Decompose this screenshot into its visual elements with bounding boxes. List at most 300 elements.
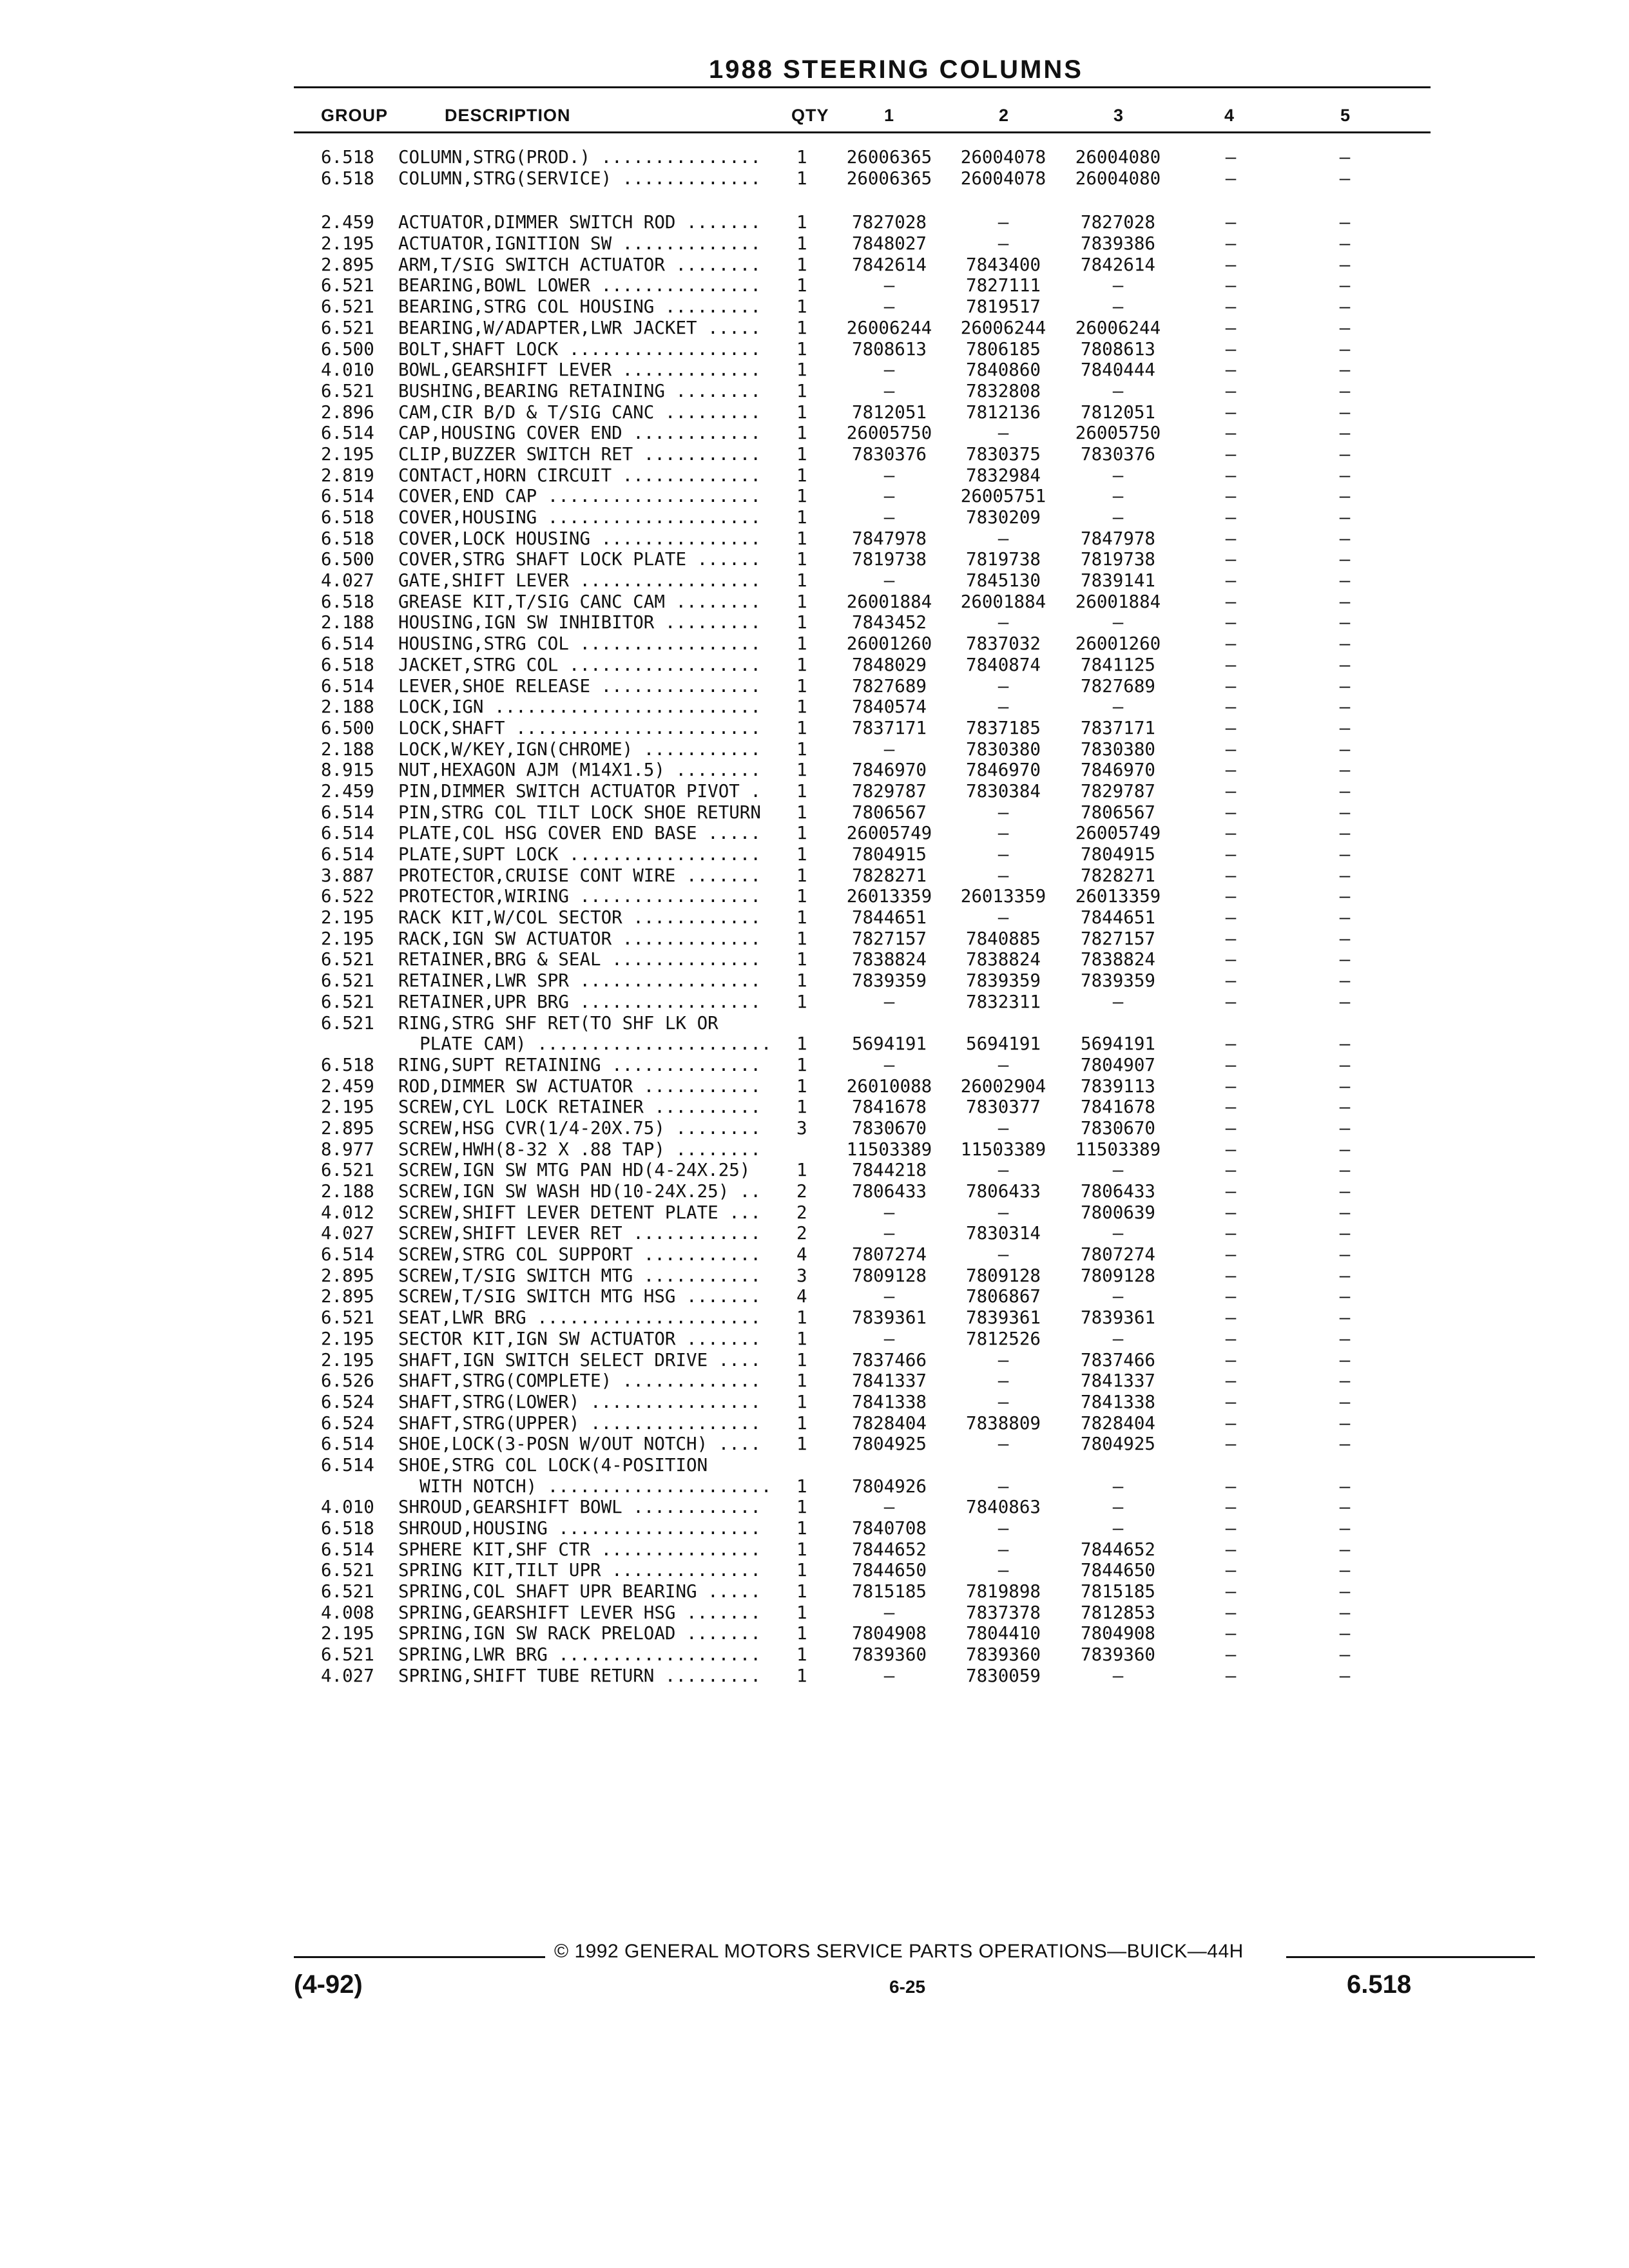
col-3-cell: — (1112, 1160, 1124, 1181)
col-1-cell: — (883, 296, 895, 318)
description-cell: ACTUATOR,DIMMER SWITCH ROD ....... (398, 212, 761, 233)
col-1-cell: 7829787 (852, 780, 927, 802)
group-cell: 2.195 (321, 1623, 374, 1644)
table-row (0, 1307, 1629, 1329)
table-row (0, 339, 1629, 360)
col-1-cell: 7806433 (852, 1181, 927, 1202)
col-5-cell: — (1339, 317, 1351, 338)
group-cell: 6.521 (321, 1012, 374, 1033)
col-4-cell: — (1225, 738, 1237, 760)
col-2-cell: — (998, 697, 1009, 718)
col-4-cell: — (1225, 549, 1237, 570)
col-5-cell: — (1339, 570, 1351, 591)
col-5-cell: — (1339, 275, 1351, 296)
title-rule (294, 86, 1431, 88)
col-4-cell: — (1225, 1581, 1237, 1602)
group-cell: 6.526 (321, 1370, 374, 1392)
col-1-cell: 26001260 (846, 633, 932, 655)
description-cell: COVER,STRG SHAFT LOCK PLATE ...... (398, 549, 761, 570)
col-3-cell: 7837466 (1081, 1349, 1155, 1370)
table-row (0, 507, 1629, 528)
qty-cell: 1 (796, 1434, 807, 1455)
qty-cell: 1 (796, 1581, 807, 1602)
qty-cell: 1 (796, 654, 807, 675)
col-5-cell: — (1339, 654, 1351, 675)
description-cell: SPRING,GEARSHIFT LEVER HSG ....... (398, 1602, 761, 1623)
col-2-cell: — (998, 865, 1009, 886)
group-cell: 6.514 (321, 844, 374, 865)
group-cell: 6.521 (321, 949, 374, 970)
col-5-cell: — (1339, 823, 1351, 844)
qty-cell: 1 (796, 549, 807, 570)
col-3-cell: 26004080 (1075, 147, 1161, 168)
description-cell: SCREW,IGN SW WASH HD(10-24X.25) .. (398, 1181, 761, 1202)
col-2-cell: — (998, 1518, 1009, 1539)
col-1-cell: 7843452 (852, 612, 927, 633)
table-row (0, 1539, 1629, 1561)
description-cell: SECTOR KIT,IGN SW ACTUATOR ....... (398, 1328, 761, 1349)
col-4-cell: — (1225, 570, 1237, 591)
col-3-cell: 7806567 (1081, 802, 1155, 823)
header-col-2: 2 (999, 106, 1010, 125)
group-cell: 2.895 (321, 1265, 374, 1286)
col-4-cell: — (1225, 865, 1237, 886)
col-5-cell: — (1339, 1307, 1351, 1329)
col-4-cell: — (1225, 1518, 1237, 1539)
col-3-cell: 7847978 (1081, 528, 1155, 549)
col-4-cell: — (1225, 1286, 1237, 1307)
col-2-cell: — (998, 1475, 1009, 1497)
col-5-cell: — (1339, 1117, 1351, 1139)
group-cell: 2.459 (321, 780, 374, 802)
col-4-cell: — (1225, 844, 1237, 865)
col-4-cell: — (1225, 254, 1237, 275)
description-cell: LOCK,W/KEY,IGN(CHROME) ........... (398, 738, 761, 760)
col-1-cell: 7828271 (852, 865, 927, 886)
qty-cell: 2 (796, 1181, 807, 1202)
description-cell: BEARING,STRG COL HOUSING ......... (398, 296, 761, 318)
col-4-cell: — (1225, 717, 1237, 738)
col-1-cell: — (883, 1054, 895, 1075)
col-5-cell: — (1339, 507, 1351, 528)
col-1-cell: 7827028 (852, 212, 927, 233)
col-5-cell: — (1339, 1202, 1351, 1223)
col-4-cell: — (1225, 886, 1237, 907)
qty-cell: 1 (796, 1370, 807, 1392)
col-2-cell: 7819517 (966, 296, 1041, 318)
col-4-cell: — (1225, 1434, 1237, 1455)
col-1-cell: 7819738 (852, 549, 927, 570)
col-1-cell: 26001884 (846, 591, 932, 612)
table-row (0, 402, 1629, 423)
description-cell: SCREW,HWH(8-32 X .88 TAP) ........ (398, 1139, 761, 1160)
group-cell: 6.521 (321, 296, 374, 318)
col-2-cell: 7827111 (966, 275, 1041, 296)
col-5-cell: — (1339, 1665, 1351, 1686)
header-rule (294, 131, 1431, 133)
col-3-cell: — (1112, 296, 1124, 318)
table-row (0, 970, 1629, 992)
col-2-cell: 7806433 (966, 1181, 1041, 1202)
table-row (0, 697, 1629, 718)
header-qty: QTY (791, 106, 829, 125)
col-3-cell: 7840444 (1081, 360, 1155, 381)
description-cell: CAM,CIR B/D & T/SIG CANC ......... (398, 401, 761, 423)
group-cell: 2.895 (321, 1286, 374, 1307)
table-row (0, 1392, 1629, 1413)
group-cell: 4.010 (321, 360, 374, 381)
description-cell: SCREW,T/SIG SWITCH MTG ........... (398, 1265, 761, 1286)
col-4-cell: — (1225, 1644, 1237, 1666)
group-cell: 6.521 (321, 991, 374, 1012)
qty-cell: 1 (796, 1560, 807, 1581)
col-4-cell: — (1225, 1117, 1237, 1139)
header-col-1: 1 (884, 106, 895, 125)
description-cell: SHROUD,GEARSHIFT BOWL ............ (398, 1497, 761, 1518)
col-1-cell: 7837466 (852, 1349, 927, 1370)
col-3-cell: — (1112, 465, 1124, 486)
col-3-cell: 7839361 (1081, 1307, 1155, 1329)
col-3-cell: — (1112, 1518, 1124, 1539)
col-1-cell: — (883, 486, 895, 507)
col-1-cell: 7827157 (852, 928, 927, 949)
qty-cell: 1 (796, 633, 807, 655)
col-2-cell: 7832984 (966, 465, 1041, 486)
qty-cell: 1 (796, 844, 807, 865)
col-5-cell: — (1339, 380, 1351, 401)
col-5-cell: — (1339, 528, 1351, 549)
col-5-cell: — (1339, 1054, 1351, 1075)
table-row (0, 655, 1629, 676)
col-3-cell: 7839386 (1081, 233, 1155, 255)
col-3-cell: 7804915 (1081, 844, 1155, 865)
col-3-cell: 7844650 (1081, 1560, 1155, 1581)
table-row (0, 1497, 1629, 1518)
description-cell: PLATE,COL HSG COVER END BASE ..... (398, 823, 761, 844)
col-3-cell: 26006244 (1075, 317, 1161, 338)
col-3-cell: 7804925 (1081, 1434, 1155, 1455)
description-cell: PIN,STRG COL TILT LOCK SHOE RETURN (398, 802, 761, 823)
table-row (0, 760, 1629, 781)
col-2-cell: 7804410 (966, 1623, 1041, 1644)
col-4-cell: — (1225, 1265, 1237, 1286)
col-4-cell: — (1225, 1223, 1237, 1244)
col-5-cell: — (1339, 928, 1351, 949)
qty-cell: 1 (796, 1097, 807, 1118)
col-5-cell: — (1339, 591, 1351, 612)
table-row (0, 1076, 1629, 1097)
col-2-cell: 7840860 (966, 360, 1041, 381)
description-cell: BEARING,W/ADAPTER,LWR JACKET ..... (398, 317, 761, 338)
description-cell: BOWL,GEARSHIFT LEVER ............. (398, 360, 761, 381)
description-cell: RACK,IGN SW ACTUATOR ............. (398, 928, 761, 949)
table-row (0, 233, 1629, 255)
qty-cell: 1 (796, 865, 807, 886)
qty-cell: 1 (796, 1307, 807, 1329)
group-cell: 6.521 (321, 1581, 374, 1602)
col-1-cell: 7844651 (852, 907, 927, 928)
col-4-cell: — (1225, 1602, 1237, 1623)
col-4-cell: — (1225, 802, 1237, 823)
col-2-cell: 7819738 (966, 549, 1041, 570)
group-cell: 2.188 (321, 697, 374, 718)
group-cell: 6.514 (321, 1244, 374, 1265)
col-3-cell: 26005750 (1075, 423, 1161, 444)
col-2-cell: 7839359 (966, 970, 1041, 992)
col-5-cell: — (1339, 802, 1351, 823)
group-cell: 6.524 (321, 1412, 374, 1434)
col-3-cell: 7841125 (1081, 654, 1155, 675)
col-3-cell: 7812853 (1081, 1602, 1155, 1623)
col-4-cell: — (1225, 317, 1237, 338)
col-1-cell: 7841678 (852, 1097, 927, 1118)
table-row (0, 865, 1629, 887)
col-2-cell: 7830059 (966, 1665, 1041, 1686)
qty-cell: 1 (796, 1497, 807, 1518)
group-cell: 6.514 (321, 823, 374, 844)
footer-rule-right (1286, 1956, 1535, 1958)
col-5-cell: — (1339, 1644, 1351, 1666)
col-4-cell: — (1225, 675, 1237, 697)
col-5-cell: — (1339, 212, 1351, 233)
col-5-cell: — (1339, 1097, 1351, 1118)
description-cell: LEVER,SHOE RELEASE ............... (398, 675, 761, 697)
table-row (0, 781, 1629, 802)
col-1-cell: 26006244 (846, 317, 932, 338)
col-1-cell: 7846970 (852, 760, 927, 781)
col-1-cell: — (883, 465, 895, 486)
table-row (0, 1413, 1629, 1434)
row-spacer (0, 189, 1629, 212)
table-row (0, 1013, 1629, 1034)
group-cell: 6.514 (321, 1454, 374, 1475)
col-2-cell: 26013359 (960, 886, 1046, 907)
table-row (0, 992, 1629, 1013)
col-1-cell: — (883, 1286, 895, 1307)
qty-cell: 1 (796, 528, 807, 549)
table-row (0, 676, 1629, 697)
group-cell: 2.896 (321, 401, 374, 423)
col-5-cell: — (1339, 296, 1351, 318)
col-2-cell: — (998, 1349, 1009, 1370)
col-3-cell: 7830376 (1081, 443, 1155, 465)
table-row (0, 1644, 1629, 1666)
col-2-cell: 26002904 (960, 1075, 1046, 1097)
group-cell: 2.188 (321, 738, 374, 760)
col-4-cell: — (1225, 233, 1237, 255)
group-cell: 6.500 (321, 338, 374, 360)
col-5-cell: — (1339, 760, 1351, 781)
description-cell: SHAFT,STRG(UPPER) ................ (398, 1412, 761, 1434)
group-cell: 8.977 (321, 1139, 374, 1160)
col-3-cell: 7809128 (1081, 1265, 1155, 1286)
description-cell: BOLT,SHAFT LOCK .................. (398, 338, 761, 360)
col-1-cell: — (883, 570, 895, 591)
col-2-cell: 5694191 (966, 1033, 1041, 1055)
col-3-cell: 7839360 (1081, 1644, 1155, 1666)
group-cell: 6.518 (321, 168, 374, 189)
group-cell: 6.500 (321, 717, 374, 738)
qty-cell: 1 (796, 675, 807, 697)
col-3-cell: 7837171 (1081, 717, 1155, 738)
col-5-cell: — (1339, 465, 1351, 486)
col-1-cell: 7839361 (852, 1307, 927, 1329)
table-row (0, 823, 1629, 844)
col-4-cell: — (1225, 633, 1237, 655)
col-5-cell: — (1339, 738, 1351, 760)
col-4-cell: — (1225, 907, 1237, 928)
table-row (0, 844, 1629, 865)
description-cell: RING,STRG SHF RET(TO SHF LK OR (398, 1012, 718, 1033)
col-5-cell: — (1339, 970, 1351, 992)
group-cell: 6.521 (321, 317, 374, 338)
col-3-cell: 7844651 (1081, 907, 1155, 928)
group-cell: 6.518 (321, 654, 374, 675)
description-cell: COVER,HOUSING .................... (398, 507, 761, 528)
col-1-cell: — (883, 360, 895, 381)
qty-cell: 1 (796, 928, 807, 949)
table-row (0, 1055, 1629, 1076)
table-row (0, 147, 1629, 168)
description-cell: HOUSING,IGN SW INHIBITOR ......... (398, 612, 761, 633)
group-cell: 2.195 (321, 1328, 374, 1349)
col-3-cell: 7815185 (1081, 1581, 1155, 1602)
col-2-cell: — (998, 1160, 1009, 1181)
description-cell: SHOE,STRG COL LOCK(4-POSITION (398, 1454, 708, 1475)
col-5-cell: — (1339, 1223, 1351, 1244)
col-5-cell: — (1339, 1560, 1351, 1581)
qty-cell: 1 (796, 1623, 807, 1644)
col-4-cell: — (1225, 970, 1237, 992)
col-3-cell: 5694191 (1081, 1033, 1155, 1055)
col-5-cell: — (1339, 1518, 1351, 1539)
table-row (0, 1666, 1629, 1687)
description-cell: NUT,HEXAGON AJM (M14X1.5) ........ (398, 760, 761, 781)
table-row (0, 318, 1629, 339)
col-3-cell: 7839113 (1081, 1075, 1155, 1097)
group-cell: 2.195 (321, 1349, 374, 1370)
table-row (0, 1202, 1629, 1224)
qty-cell: 1 (796, 338, 807, 360)
col-2-cell: 7830314 (966, 1223, 1041, 1244)
description-cell: SHAFT,IGN SWITCH SELECT DRIVE .... (398, 1349, 761, 1370)
group-cell: 6.500 (321, 549, 374, 570)
col-2-cell: 7839361 (966, 1307, 1041, 1329)
footer-copyright: © 1992 GENERAL MOTORS SERVICE PARTS OPERATIONS—BUICK—44H (554, 1941, 1244, 1962)
col-5-cell: — (1339, 360, 1351, 381)
group-cell: 4.027 (321, 570, 374, 591)
col-2-cell: 7832311 (966, 991, 1041, 1012)
col-1-cell: — (883, 1497, 895, 1518)
col-4-cell: — (1225, 275, 1237, 296)
col-2-cell: — (998, 802, 1009, 823)
col-5-cell: — (1339, 633, 1351, 655)
col-1-cell: 7830376 (852, 443, 927, 465)
table-row (0, 802, 1629, 823)
col-4-cell: — (1225, 1181, 1237, 1202)
col-4-cell: — (1225, 823, 1237, 844)
col-1-cell: 11503389 (846, 1139, 932, 1160)
col-3-cell: — (1112, 1475, 1124, 1497)
col-5-cell: — (1339, 1033, 1351, 1055)
table-row (0, 633, 1629, 655)
description-cell: SHAFT,STRG(COMPLETE) ............. (398, 1370, 761, 1392)
col-5-cell: — (1339, 1160, 1351, 1181)
description-cell: SHAFT,STRG(LOWER) ................ (398, 1391, 761, 1412)
group-cell: 6.521 (321, 1307, 374, 1329)
col-4-cell: — (1225, 1328, 1237, 1349)
col-3-cell: 7828271 (1081, 865, 1155, 886)
col-2-cell: 7837032 (966, 633, 1041, 655)
qty-cell: 1 (796, 423, 807, 444)
col-1-cell: 26005750 (846, 423, 932, 444)
col-1-cell: 7848029 (852, 654, 927, 675)
col-5-cell: — (1339, 1286, 1351, 1307)
qty-cell: 1 (796, 168, 807, 189)
col-3-cell: — (1112, 612, 1124, 633)
col-4-cell: — (1225, 612, 1237, 633)
description-cell: LOCK,SHAFT ....................... (398, 717, 761, 738)
group-cell: 2.895 (321, 254, 374, 275)
qty-cell: 1 (796, 317, 807, 338)
footer-page-number: 6-25 (889, 1977, 926, 1997)
col-1-cell: 26010088 (846, 1075, 932, 1097)
description-cell: PLATE,SUPT LOCK .................. (398, 844, 761, 865)
col-5-cell: — (1339, 844, 1351, 865)
col-2-cell: 7812526 (966, 1328, 1041, 1349)
description-cell: PROTECTOR,WIRING ................. (398, 886, 761, 907)
qty-cell: 4 (796, 1286, 807, 1307)
col-4-cell: — (1225, 1412, 1237, 1434)
qty-cell: 1 (796, 1412, 807, 1434)
description-cell: SHOE,LOCK(3-POSN W/OUT NOTCH) .... (398, 1434, 761, 1455)
col-1-cell: — (883, 1202, 895, 1223)
col-1-cell: 7848027 (852, 233, 927, 255)
description-cell: RETAINER,UPR BRG ................. (398, 991, 761, 1012)
qty-cell: 1 (796, 1644, 807, 1666)
qty-cell: 1 (796, 1054, 807, 1075)
qty-cell: 1 (796, 823, 807, 844)
col-3-cell: 7819738 (1081, 549, 1155, 570)
col-1-cell: 26006365 (846, 147, 932, 168)
col-5-cell: — (1339, 1602, 1351, 1623)
col-4-cell: — (1225, 1244, 1237, 1265)
col-1-cell: 7841338 (852, 1391, 927, 1412)
table-row (0, 465, 1629, 486)
description-cell: SCREW,IGN SW MTG PAN HD(4-24X.25) (398, 1160, 751, 1181)
description-cell: SPRING,SHIFT TUBE RETURN ......... (398, 1665, 761, 1686)
col-2-cell: — (998, 212, 1009, 233)
col-4-cell: — (1225, 147, 1237, 168)
col-4-cell: — (1225, 1307, 1237, 1329)
col-4-cell: — (1225, 760, 1237, 781)
table-row (0, 612, 1629, 633)
description-cell: SPRING,IGN SW RACK PRELOAD ....... (398, 1623, 761, 1644)
group-cell: 4.027 (321, 1665, 374, 1686)
qty-cell: 1 (796, 1075, 807, 1097)
col-5-cell: — (1339, 780, 1351, 802)
col-1-cell: 26013359 (846, 886, 932, 907)
table-row (0, 528, 1629, 550)
table-row (0, 1329, 1629, 1350)
group-cell: 6.521 (321, 1560, 374, 1581)
col-3-cell: — (1112, 1497, 1124, 1518)
col-1-cell: 7840708 (852, 1518, 927, 1539)
col-1-cell: 7844652 (852, 1539, 927, 1560)
description-cell: SCREW,CYL LOCK RETAINER .......... (398, 1097, 761, 1118)
col-4-cell: — (1225, 1623, 1237, 1644)
qty-cell: 1 (796, 1475, 807, 1497)
